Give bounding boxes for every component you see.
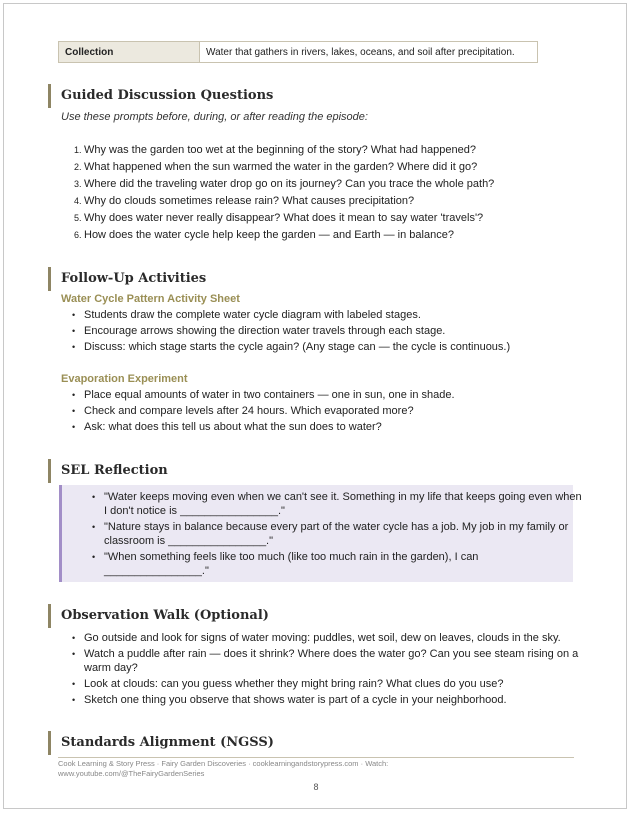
vocabulary-table	[58, 41, 538, 63]
observation-list	[62, 631, 584, 709]
list-item: 2. What happened when the sun warmed the water in the garden? Where did it go?	[84, 159, 584, 176]
section-heading-discussion: Guided Discussion Questions	[48, 84, 273, 108]
sel-reflection-box	[59, 485, 582, 582]
list-item: • Students draw the complete water cycle diagram with labeled stages.	[84, 308, 584, 322]
footer-divider	[58, 757, 574, 758]
section-heading-followup: Follow-Up Activities	[48, 267, 206, 291]
list-item: • Discuss: which stage starts the cycle again? (Any stage can — the cycle is continuous.)	[84, 340, 584, 354]
list-item: • Go outside and look for signs of water moving: puddles, wet soil, dew on leaves, clouds in the sky.	[84, 631, 584, 645]
list-item: • Encourage arrows showing the direction water travels through each stage.	[84, 324, 584, 338]
list-item: 6. How does the water cycle help keep the garden — and Earth — in balance?	[84, 227, 584, 244]
page-footer: Cook Learning & Story Press · Fairy Garden Discoveries · cooklearningandstorypress.com · Watch: www.youtube.com/@TheFairyGardenSeries	[58, 759, 389, 778]
section-heading-sel: SEL Reflection	[48, 459, 168, 483]
list-item: • Place equal amounts of water in two containers — one in sun, one in shade.	[84, 388, 584, 402]
list-item: 4. Why do clouds sometimes release rain? What causes precipitation?	[84, 193, 584, 210]
list-item: • Look at clouds: can you guess whether they might bring rain? What clues do you use?	[84, 677, 584, 691]
section-heading-observation: Observation Walk (Optional)	[48, 604, 269, 628]
activity-title-pattern-sheet: Water Cycle Pattern Activity Sheet	[61, 293, 240, 305]
discussion-question-list	[62, 142, 584, 244]
page-number: 8	[313, 782, 319, 792]
list-item: • Sketch one thing you observe that shows water is part of a cycle in your neighborhood.	[84, 693, 584, 707]
list-item: 5. Why does water never really disappear? What does it mean to say water 'travels'?	[84, 210, 584, 227]
activity-title-evaporation: Evaporation Experiment	[61, 373, 188, 385]
sel-reflection-list	[82, 490, 584, 580]
list-item: • Ask: what does this tell us about what the sun does to water?	[84, 420, 584, 434]
list-item: • Check and compare levels after 24 hours. Which evaporated more?	[84, 404, 584, 418]
activity-evaporation-list	[62, 388, 584, 436]
list-item: • "Nature stays in balance because every part of the water cycle has a job. My job in my family or classroom is ________________."	[104, 520, 584, 548]
section-heading-standards: Standards Alignment (NGSS)	[48, 731, 274, 755]
list-item: • "Water keeps moving even when we can't see it. Something in my life that keeps going even when I don't notice is ________________."	[104, 490, 584, 518]
list-item: 3. Where did the traveling water drop go on its journey? Can you trace the whole path?	[84, 176, 584, 193]
discussion-intro: Use these prompts before, during, or after reading the episode:	[61, 111, 368, 123]
activity-pattern-sheet-list	[62, 308, 584, 356]
vocab-term: Collection	[59, 42, 200, 63]
table-row	[59, 42, 538, 63]
vocab-definition: Water that gathers in rivers, lakes, oceans, and soil after precipitation.	[200, 42, 538, 63]
list-item: 1. Why was the garden too wet at the beginning of the story? What had happened?	[84, 142, 584, 159]
list-item: • "When something feels like too much (like too much rain in the garden), I can ________________."	[104, 550, 584, 578]
list-item: • Watch a puddle after rain — does it shrink? Where does the water go? Can you see steam rising on a warm day?	[84, 647, 584, 675]
